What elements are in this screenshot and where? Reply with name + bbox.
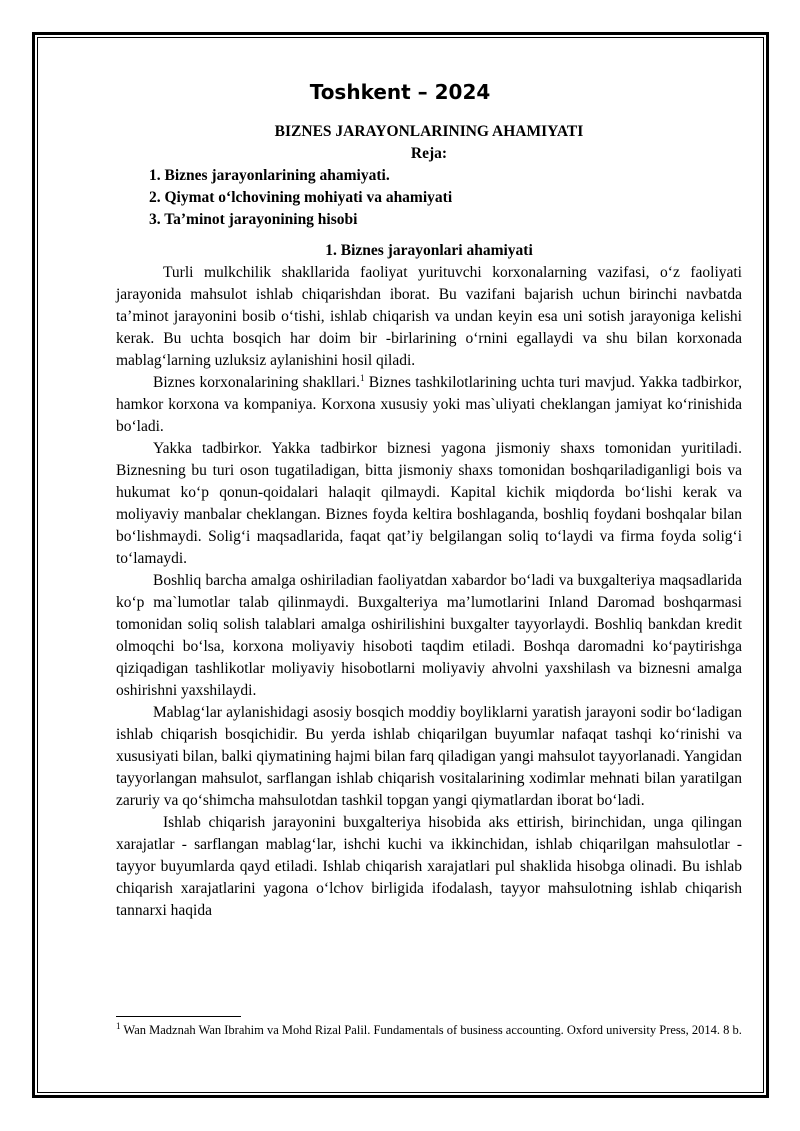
plan-item: 3. Ta’minot jarayonining hisobi xyxy=(149,211,358,228)
plan-item: 2. Qiymat o‘lchovining mohiyati va ahamiyati xyxy=(149,189,453,206)
footnote xyxy=(116,1021,742,1040)
footnote-marker: 1 xyxy=(116,1020,121,1031)
paragraph-2-text: Biznes tashkilotlarining uchta turi mavjud. Yakka tadbirkor, hamkor korxona va kompaniya. Korxona xususiy yoki mas`uliyati cheklangan jamiyat ko‘rinishida bo‘ladi. xyxy=(116,374,743,435)
paragraph-2-lead: Biznes korxonalarining shakllari. xyxy=(153,374,360,391)
paragraph-4: Boshliq barcha amalga oshiriladian faoliyatdan xabardor bo‘ladi va buxgalteriya maqsadlarida ko‘p ma`lumotlar talab qilinmaydi. Buxgalteriya ma’lumotlarini Inland Daromad boshqarmasi tomonidan soliq solish talablari amalga oshirilishini buxgalter tayyorlaydi. Boshliq bankdan kredit olmoqchi bo‘lsa, korxona moliyaviy hisoboti taqdim etiladi. Boshqa daromadni ko‘paytirishga qiziqadigan tashlikotlar moliyaviy hisobotlarni moliyaviy ahvolni yaxshilash va biznesni amalga oshirishni yaxshilaydi. xyxy=(116,572,742,699)
plan-heading: Reja: xyxy=(410,145,448,162)
paragraph-6: Ishlab chiqarish jarayonini buxgalteriya hisobida aks ettirish, birinchidan, unga qilingan xarajatlar - sarflangan mablag‘lar, ishchi kuchi va ikkinchidan, ishlab chiqarilgan mahsulotlar - tayyor buyumlarda qayd etiladi. Ishlab chiqarish xarajatlari pul shaklida hisobga olinadi. Bu ishlab chiqarish xarajatlarini yagona o‘lchov birligida ifodalash, tayyor mahsulotning ishlab chiqarish tannarxi haqida xyxy=(116,814,742,919)
document-body xyxy=(116,121,742,922)
plan-item: 1. Biznes jarayonlarining ahamiyati. xyxy=(149,167,390,184)
footnote-reference[interactable]: 1 xyxy=(359,372,365,383)
city-year-header: Toshkent – 2024 xyxy=(309,80,491,104)
document-title: BIZNES JARAYONLARINING AHAMIYATI xyxy=(274,123,584,140)
paragraph-2 xyxy=(116,372,742,438)
footnote-separator xyxy=(116,1016,241,1017)
paragraph-1: Turli mulkchilik shakllarida faoliyat yurituvchi korxonalarning vazifasi, o‘z faoliyati jarayonida mahsulot ishlab chiqarishdan iborat. Bu vazifani bajarish uchun birinchi navbatda ta’minot jarayonini bosib o‘tishi, ishlab chiqarish va undan keyin esa uni sotish jarayoniga kelishi kerak. Bu uchta bosqich har doim bir -birlarining o‘rnini egallaydi va shu bilan korxonada mablag‘larning uzluksiz aylanishini hosil qiladi. xyxy=(116,264,742,369)
plan-list xyxy=(116,165,742,231)
footnote-text: Wan Madznah Wan Ibrahim va Mohd Rizal Palil. Fundamentals of business accounting. Oxford university Press, 2014. 8 b. xyxy=(120,1023,742,1037)
section-heading: 1. Biznes jarayonlari ahamiyati xyxy=(325,242,533,259)
paragraph-3: Yakka tadbirkor. Yakka tadbirkor biznesi yagona jismoniy shaxs tomonidan yuritiladi. Biznesning bu turi oson tugatiladigan, bitta jismoniy shaxs tomonidan boshqariladiganligi bois va hukumat ko‘p qonun-qoidalari halaqit qilmaydi. Kapital kichik miqdorda bo‘lishi kerak va moliyaviy manbalar cheklangan. Biznes foyda keltira boshlaganda, boshliq foydani boshqalar bilan bo‘lishmaydi. Solig‘i maqsadlarida, faqat qat’iy belgilangan soliq to‘laydi va firma foyda solig‘i to‘lamaydi. xyxy=(116,440,742,567)
paragraph-5: Mablag‘lar aylanishidagi asosiy bosqich moddiy boyliklarni yaratish jarayoni sodir bo‘ladigan ishlab chiqarish bosqichidir. Bu yerda ishlab chiqarilgan buyumlar nafaqat tashqi ko‘rinishi va xususiyati bilan, balki qiymatining hajmi bilan farq qiladigan yangi mahsulot tayyorlanadi. Yangidan tayyorlangan mahsulot, sarflangan ishlab chiqarish vositalarining xodimlar mehnati bilan yaratilgan zaruriy va qo‘shimcha mahsulotdan tashkil topgan yangi qiymatlardan iborat bo‘ladi. xyxy=(116,704,742,809)
